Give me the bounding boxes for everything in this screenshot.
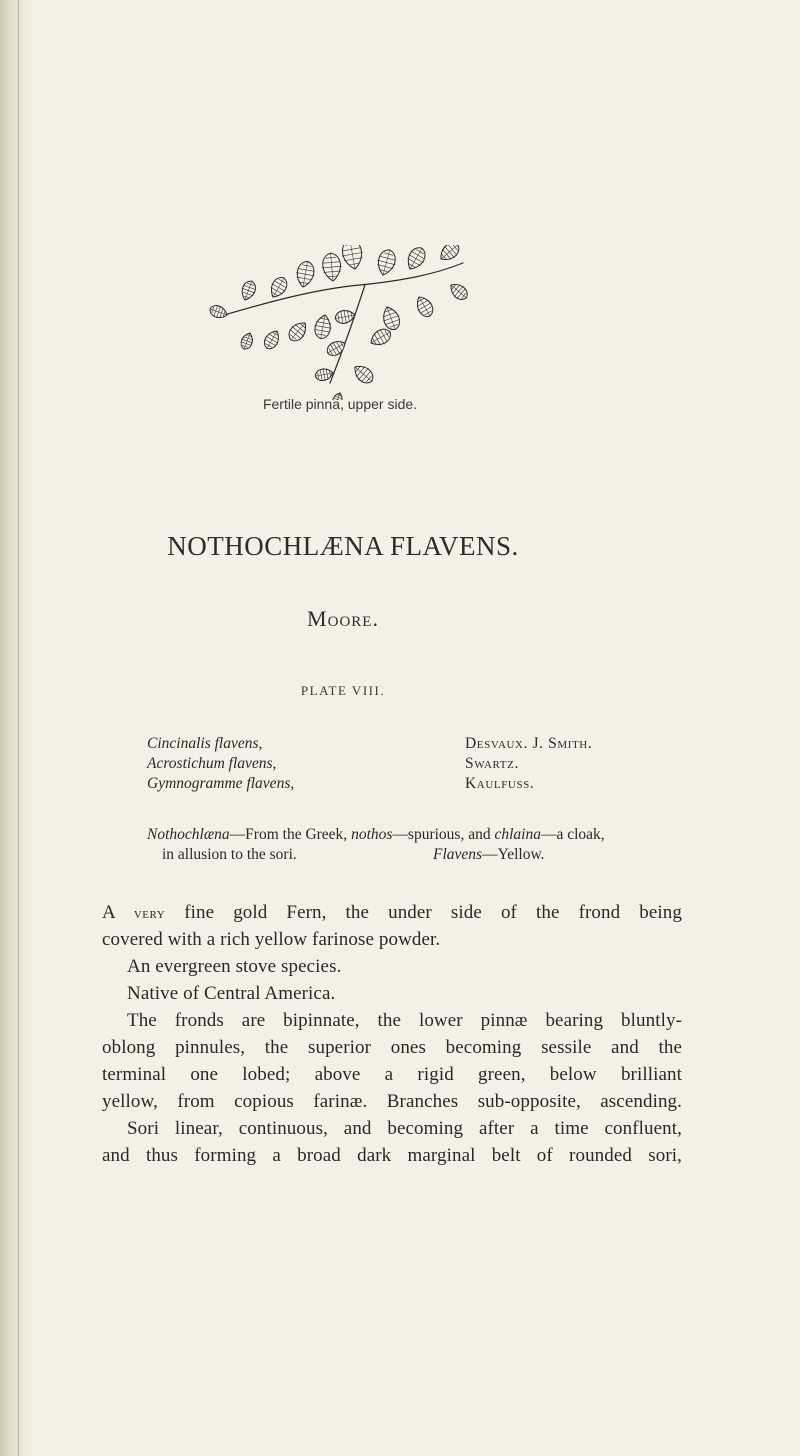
body-small-caps-word: very: [133, 905, 166, 922]
etymology-chlaina: chlaina: [494, 826, 541, 843]
etymology-from: —From the Greek,: [229, 826, 348, 843]
body-line-1: [102, 902, 682, 924]
pinnule-mark: [446, 280, 470, 304]
pinnule-mark: [374, 247, 399, 277]
body-line-10: and thus forming a broad dark marginal belt of rounded sori,: [102, 1145, 682, 1166]
pinnule-mark: [321, 252, 343, 282]
page-edge-line: [18, 0, 19, 1456]
page-spine-shadow: [0, 0, 34, 1456]
etymology-nothos-def: —spurious, and: [392, 826, 491, 843]
etymology-chlaina-def: —a cloak,: [540, 826, 605, 843]
body-line-8: yellow, from copious farinæ. Branches sub-opposite, ascending.: [102, 1091, 682, 1112]
etymology-species: Flavens: [433, 846, 483, 863]
etymology-allusion: in allusion to the sori.: [162, 846, 297, 863]
illustration-caption: Fertile pinna, upper side.: [262, 396, 418, 412]
body-line-1-rest: fine gold Fern, the under side of the frond being: [184, 902, 682, 923]
pinnule-mark: [261, 327, 283, 351]
body-line-6: oblong pinnules, the superior ones becoming sessile and the: [102, 1037, 682, 1058]
synonym-name: Gymnogramme flavens,: [147, 775, 295, 792]
pinnule-mark: [403, 245, 430, 273]
plate-number: PLATE VIII.: [300, 683, 386, 698]
etymology-nothos: nothos: [351, 826, 393, 843]
body-line-3: An evergreen stove species.: [127, 956, 342, 977]
pinnule-mark: [324, 337, 348, 359]
author-name: Moore.: [307, 606, 379, 631]
etymology-species-def: —Yellow.: [482, 846, 545, 863]
synonym-name: Cincinalis flavens,: [147, 735, 263, 752]
pinnule-mark: [412, 293, 437, 320]
pinnule-mark: [266, 274, 291, 301]
page-title: NOTHOCHLÆNA FLAVENS.: [167, 531, 519, 561]
fern-pinna-illustration: [205, 245, 475, 400]
body-line-7: terminal one lobed; above a rigid green, below brilliant: [102, 1064, 682, 1085]
pinnule-mark: [238, 279, 258, 303]
synonym-authority: Swartz.: [465, 755, 519, 772]
synonym-authority: Kaulfuss.: [465, 775, 535, 792]
pinnule-mark: [312, 314, 333, 341]
pinnule-mark: [334, 308, 356, 326]
etymology-genus: Nothochlæna: [147, 826, 230, 843]
pinnule-mark: [238, 331, 255, 351]
body-line-5: The fronds are bipinnate, the lower pinnæ bearing bluntly-: [127, 1010, 682, 1031]
body-line-9: Sori linear, continuous, and becoming after a time confluent,: [127, 1118, 682, 1139]
pinnule-mark: [285, 318, 311, 345]
pinnule-mark: [294, 260, 317, 289]
body-first-word: A: [102, 902, 115, 923]
pinnule-mark: [350, 361, 377, 387]
pinnule-mark: [436, 245, 463, 265]
body-line-4: Native of Central America.: [127, 983, 336, 1004]
synonym-name: Acrostichum flavens,: [147, 755, 277, 772]
synonym-authority: Desvaux. J. Smith.: [465, 735, 593, 752]
pinnule-mark: [379, 304, 403, 332]
pinnule-mark: [208, 303, 229, 321]
body-line-2: covered with a rich yellow farinose powder.: [102, 929, 441, 950]
pinnule-mark: [339, 245, 365, 271]
